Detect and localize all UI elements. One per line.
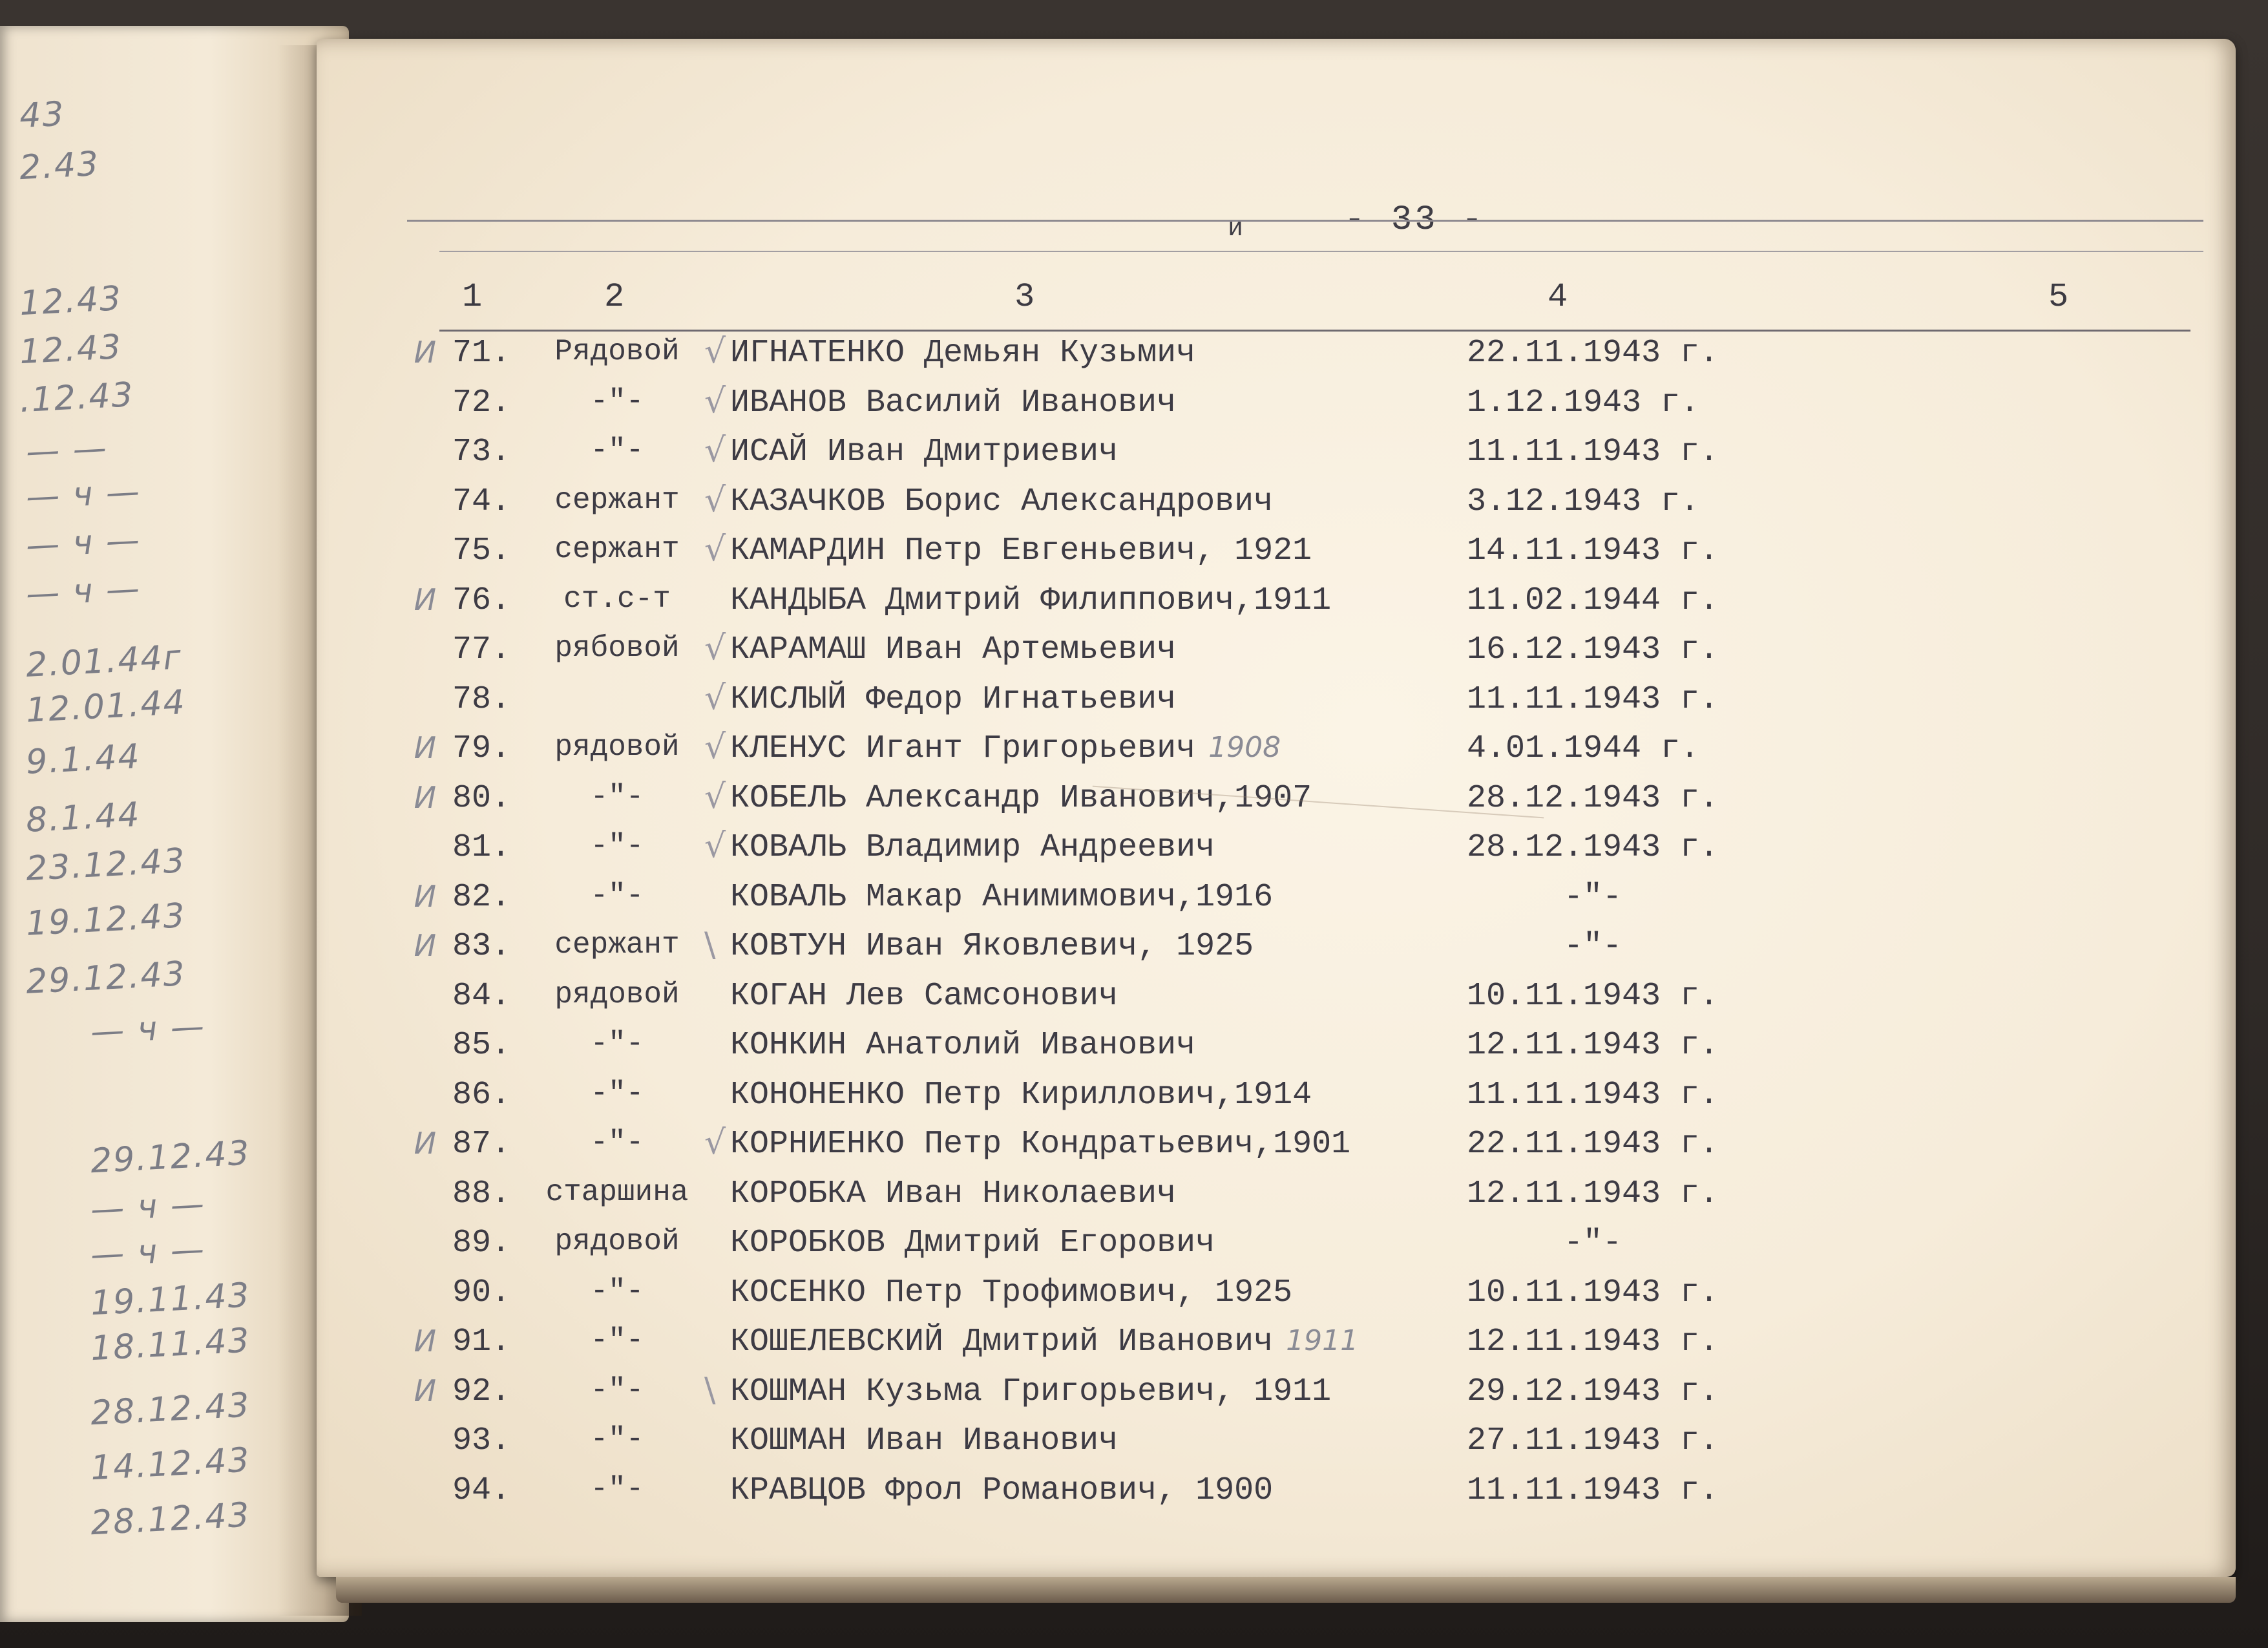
row-name-text: КОНКИН Анатолий Иванович: [730, 1027, 1196, 1064]
handwritten-date: — —: [25, 428, 109, 472]
row-date: 3.12.1943 г.: [1467, 483, 1700, 520]
column-header-2: 2: [604, 278, 625, 316]
row-number: 75.: [452, 533, 510, 569]
row-full-name: [730, 1472, 1273, 1509]
column-header-4: 4: [1548, 278, 1568, 316]
register-row: [317, 582, 2236, 631]
handwritten-date: — ч —: [89, 1007, 207, 1052]
row-name-text: КРАВЦОВ Фрол Романович, 1900: [730, 1472, 1274, 1509]
row-rank: -"-: [590, 434, 644, 467]
check-tick-icon: \: [704, 925, 716, 964]
row-margin-mark: И: [414, 1324, 436, 1358]
row-name-text: ИВАНОВ Василий Иванович: [730, 384, 1177, 421]
row-rank: старшина: [545, 1175, 689, 1209]
row-rank: -"-: [590, 384, 644, 418]
row-rank: рядовой: [554, 977, 680, 1011]
row-rank: -"-: [590, 1324, 644, 1357]
handwritten-date: 2.01.44г: [25, 638, 184, 685]
row-rank: -"-: [590, 1373, 644, 1407]
row-date: 12.11.1943 г.: [1467, 1175, 1719, 1212]
row-date: 12.11.1943 г.: [1467, 1324, 1719, 1360]
register-row: [317, 1077, 2236, 1126]
row-number: 80.: [452, 779, 510, 817]
handwritten-date: 29.12.43: [89, 1134, 251, 1181]
check-tick-icon: √: [704, 777, 726, 816]
handwritten-date: 18.11.43: [89, 1321, 251, 1369]
handwritten-date: 2.43: [18, 144, 101, 188]
handwritten-date: 19.11.43: [89, 1276, 251, 1324]
row-name-text: КОРНИЕНКО Петр Кондратьевич,1901: [730, 1126, 1351, 1163]
row-full-name: [730, 730, 1281, 767]
row-full-name: [730, 335, 1195, 372]
row-number: 71.: [452, 335, 510, 372]
row-name-text: КОРОБКОВ Дмитрий Егорович: [730, 1225, 1215, 1262]
row-date: 10.11.1943 г.: [1467, 977, 1719, 1015]
column-headers: [317, 278, 2236, 330]
row-date: -"-: [1564, 928, 1622, 965]
row-full-name: [730, 1324, 1358, 1360]
column-header-rule: [439, 330, 2190, 332]
row-full-name: [730, 483, 1273, 520]
row-name-text: КОВАЛЬ Макар Анимимович,1916: [730, 878, 1274, 916]
handwritten-date: — ч —: [25, 569, 142, 614]
row-name-text: КАМАРДИН Петр Евгеньевич, 1921: [730, 533, 1312, 569]
row-rank: сержант: [554, 483, 680, 517]
page-bottom-edge: [336, 1577, 2236, 1603]
check-tick-icon: √: [704, 629, 726, 668]
row-full-name: [730, 533, 1312, 569]
handwritten-date: 43: [18, 94, 66, 136]
page-prefix-letter: и: [1228, 215, 1244, 244]
register-row: [317, 829, 2236, 878]
row-rank: -"-: [590, 779, 644, 814]
row-number: 76.: [452, 582, 510, 619]
row-full-name: [730, 1373, 1331, 1410]
row-full-name: [730, 631, 1176, 668]
check-tick-icon: \: [704, 1370, 716, 1410]
row-date: 22.11.1943 г.: [1467, 1126, 1719, 1163]
row-name-text: КОВТУН Иван Яковлевич, 1925: [730, 928, 1254, 965]
row-name-text: КОГАН Лев Самсонович: [730, 977, 1118, 1015]
register-row: [317, 1324, 2236, 1373]
check-tick-icon: √: [704, 431, 726, 470]
row-full-name: [730, 582, 1331, 619]
handwritten-date: — ч —: [25, 472, 142, 517]
row-number: 82.: [452, 878, 510, 916]
row-margin-mark: И: [414, 928, 436, 963]
handwritten-date: 28.12.43: [89, 1386, 251, 1433]
register-row: [317, 1123, 2236, 1175]
row-full-name: [730, 829, 1215, 866]
row-rank: -"-: [590, 1076, 644, 1110]
row-date: 28.12.1943 г.: [1467, 779, 1719, 817]
page-number: - 33 -: [1344, 200, 1486, 240]
row-full-name: [730, 1027, 1195, 1064]
row-name-text: ИГНАТЕНКО Демьян Кузьмич: [730, 335, 1196, 372]
row-rank: рядовой: [554, 1225, 680, 1258]
register-page: [317, 39, 2236, 1577]
row-margin-mark: И: [414, 730, 436, 765]
row-date: 11.11.1943 г.: [1467, 434, 1719, 470]
column-header-1: 1: [462, 278, 483, 316]
row-rank: -"-: [590, 1274, 644, 1308]
row-name-text: КОБЕЛЬ Александр Иванович,1907: [730, 779, 1312, 817]
check-tick-icon: √: [704, 678, 726, 717]
row-date: 11.11.1943 г.: [1467, 1076, 1719, 1114]
row-number: 79.: [452, 730, 510, 767]
row-number: 92.: [452, 1373, 510, 1410]
row-full-name: [730, 1077, 1312, 1114]
row-handwritten-birth-year: 1911: [1286, 1324, 1359, 1357]
row-name-text: КОСЕНКО Петр Трофимович, 1925: [730, 1274, 1293, 1311]
register-row: [317, 530, 2236, 582]
check-tick-icon: √: [704, 1123, 726, 1162]
row-number: 81.: [452, 829, 510, 866]
row-name-text: КОШМАН Иван Иванович: [730, 1422, 1118, 1459]
handwritten-date: 8.1.44: [25, 795, 142, 840]
column-header-3: 3: [1014, 278, 1035, 316]
row-name-text: КАЗАЧКОВ Борис Александрович: [730, 483, 1274, 520]
row-name-text: ИСАЙ Иван Дмитриевич: [730, 434, 1118, 470]
row-number: 91.: [452, 1324, 510, 1360]
row-date: 4.01.1944 г.: [1467, 730, 1700, 767]
row-full-name: [730, 434, 1118, 470]
row-date: 16.12.1943 г.: [1467, 631, 1719, 668]
row-name-text: КОРОБКА Иван Николаевич: [730, 1175, 1177, 1212]
register-row: [317, 631, 2236, 681]
row-full-name: [730, 1274, 1292, 1311]
register-row: [317, 730, 2236, 779]
row-full-name: [730, 879, 1273, 916]
check-tick-icon: √: [704, 827, 726, 865]
handwritten-date: 9.1.44: [25, 737, 142, 782]
row-margin-mark: И: [414, 878, 436, 914]
row-number: 78.: [452, 681, 510, 718]
register-row: [317, 1176, 2236, 1225]
handwritten-date: 19.12.43: [25, 896, 187, 944]
row-margin-mark: И: [414, 779, 436, 815]
row-number: 74.: [452, 483, 510, 520]
handwritten-date: — ч —: [25, 520, 142, 565]
row-date: 27.11.1943 г.: [1467, 1422, 1719, 1459]
handwritten-date: 23.12.43: [25, 841, 187, 889]
row-number: 72.: [452, 384, 510, 421]
handwritten-date: 12.43: [18, 279, 123, 324]
row-full-name: [730, 1126, 1350, 1163]
row-number: 94.: [452, 1472, 510, 1509]
register-row: [317, 925, 2236, 977]
row-date: 12.11.1943 г.: [1467, 1027, 1719, 1064]
register-row: [317, 678, 2236, 730]
row-name-text: КОШМАН Кузьма Григорьевич, 1911: [730, 1373, 1332, 1410]
row-number: 84.: [452, 977, 510, 1015]
register-row: [317, 879, 2236, 928]
row-full-name: [730, 780, 1312, 817]
row-number: 93.: [452, 1422, 510, 1459]
handwritten-date: 14.12.43: [89, 1441, 251, 1488]
row-name-text: КЛЕНУС Игант Григорьевич: [730, 730, 1196, 767]
row-number: 87.: [452, 1126, 510, 1163]
register-row: [317, 1422, 2236, 1472]
row-date: -"-: [1564, 878, 1622, 916]
register-row: [317, 332, 2236, 384]
register-row: [317, 480, 2236, 533]
row-full-name: [730, 1225, 1215, 1262]
handwritten-date: 12.43: [18, 327, 123, 372]
row-date: 11.11.1943 г.: [1467, 681, 1719, 718]
row-name-text: КОВАЛЬ Владимир Андреевич: [730, 829, 1215, 866]
row-number: 77.: [452, 631, 510, 668]
row-rank: рябовой: [554, 631, 680, 665]
row-margin-mark: И: [414, 1126, 436, 1161]
row-rank: -"-: [590, 878, 644, 913]
row-name-text: КАНДЫБА Дмитрий Филиппович,1911: [730, 582, 1332, 619]
register-row: [317, 978, 2236, 1027]
column-header-5: 5: [2048, 278, 2069, 316]
row-full-name: [730, 1422, 1118, 1459]
row-number: 86.: [452, 1076, 510, 1114]
row-margin-mark: И: [414, 335, 436, 370]
row-date: 10.11.1943 г.: [1467, 1274, 1719, 1311]
register-row: [317, 1225, 2236, 1274]
row-full-name: [730, 928, 1254, 965]
register-row: [317, 431, 2236, 483]
row-rank: -"-: [590, 1027, 644, 1061]
register-row: [317, 777, 2236, 829]
row-number: 83.: [452, 928, 510, 965]
row-full-name: [730, 978, 1118, 1015]
row-date: -"-: [1564, 1225, 1622, 1262]
row-rank: ст.с-т: [563, 582, 671, 616]
row-rank: -"-: [590, 1472, 644, 1506]
row-rank: сержант: [554, 928, 680, 962]
check-tick-icon: √: [704, 728, 726, 766]
handwritten-date: — ч —: [89, 1230, 207, 1275]
header-rule: [407, 220, 2203, 222]
row-margin-mark: И: [414, 1373, 436, 1408]
check-tick-icon: √: [704, 332, 726, 371]
handwritten-date: 28.12.43: [89, 1495, 251, 1543]
row-name-text: КАРАМАШ Иван Артемьевич: [730, 631, 1177, 668]
handwritten-date: .12.43: [18, 375, 136, 421]
check-tick-icon: √: [704, 530, 726, 569]
header-rule-second: [439, 251, 2203, 252]
register-row: [317, 1027, 2236, 1076]
register-row: [317, 381, 2236, 434]
row-number: 73.: [452, 434, 510, 470]
row-date: 11.02.1944 г.: [1467, 582, 1719, 619]
row-rank: -"-: [590, 829, 644, 863]
row-full-name: [730, 681, 1176, 718]
row-date: 28.12.1943 г.: [1467, 829, 1719, 866]
row-margin-mark: И: [414, 582, 436, 617]
register-row: [317, 1472, 2236, 1521]
row-date: 1.12.1943 г.: [1467, 384, 1700, 421]
row-number: 90.: [452, 1274, 510, 1311]
handwritten-date: — ч —: [89, 1185, 207, 1230]
row-number: 89.: [452, 1225, 510, 1262]
register-row: [317, 1274, 2236, 1324]
row-rank: -"-: [590, 1422, 644, 1456]
row-rank: -"-: [590, 1126, 644, 1159]
row-date: 29.12.1943 г.: [1467, 1373, 1719, 1410]
row-date: 22.11.1943 г.: [1467, 335, 1719, 372]
row-handwritten-birth-year: 1908: [1208, 731, 1281, 764]
row-number: 88.: [452, 1175, 510, 1212]
register-row: [317, 1370, 2236, 1422]
row-full-name: [730, 385, 1176, 421]
row-rank: рядовой: [554, 730, 680, 764]
row-date: 11.11.1943 г.: [1467, 1472, 1719, 1509]
row-name-text: КОНОНЕНКО Петр Кириллович,1914: [730, 1076, 1312, 1114]
handwritten-date: 29.12.43: [25, 955, 187, 1002]
row-rank: сержант: [554, 533, 680, 566]
row-full-name: [730, 1176, 1176, 1212]
row-date: 14.11.1943 г.: [1467, 533, 1719, 569]
handwritten-date: 12.01.44: [25, 683, 187, 730]
check-tick-icon: √: [704, 381, 726, 421]
row-name-text: КОШЕЛЕВСКИЙ Дмитрий Иванович: [730, 1324, 1274, 1360]
row-number: 85.: [452, 1027, 510, 1064]
row-rank: Рядовой: [554, 335, 680, 368]
check-tick-icon: √: [704, 480, 726, 520]
row-name-text: КИСЛЫЙ Федор Игнатьевич: [730, 681, 1177, 718]
